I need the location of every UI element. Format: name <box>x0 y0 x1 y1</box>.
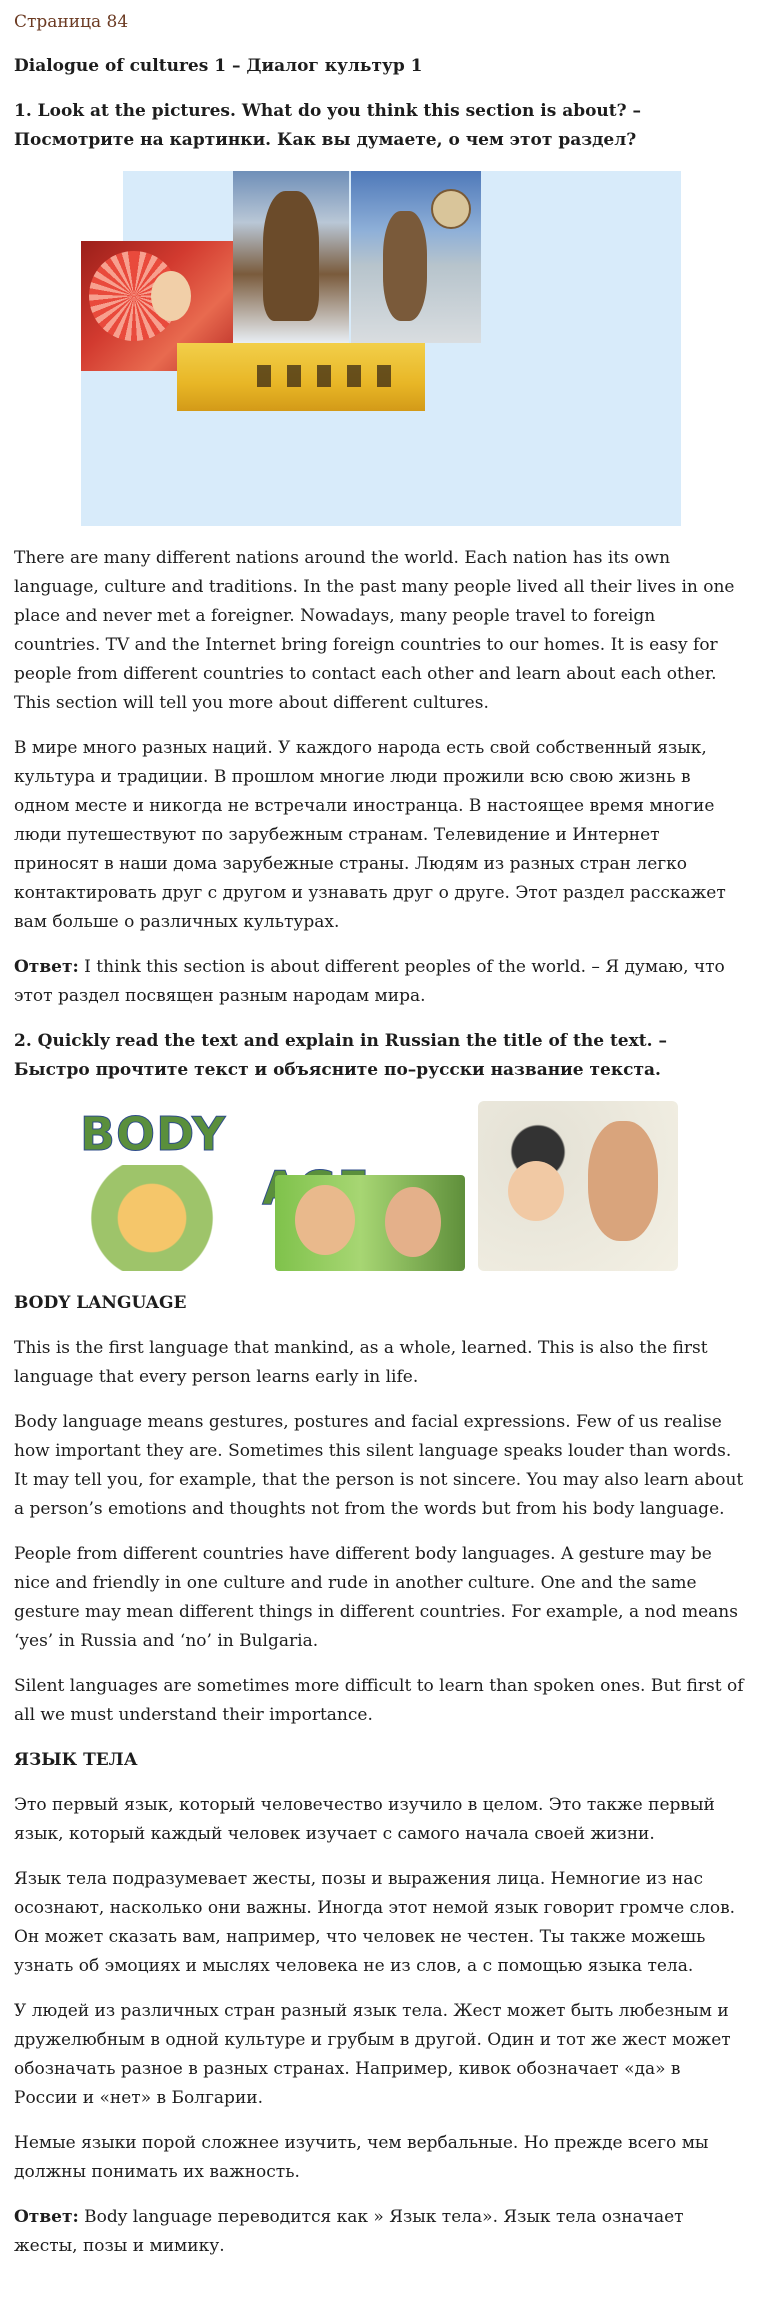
task1-text-en: There are many different nations around the world. Each nation has its own language, culture and traditions. In the past many people lived all their lives in one place and never met a foreigner. Nowadays, many people travel to foreign countries. TV and the Internet bring foreign countries to our homes. It is easy for people from different countries to contact each other and learn about each other. This section will tell you more about different cultures. <box>14 548 735 713</box>
girl-face <box>151 271 191 321</box>
cultures-collage-image <box>81 171 681 526</box>
illustration-title: BODY <box>80 1107 227 1161</box>
task1-text-ru: В мире много разных наций. У каждого народа есть свой собственный язык, культура и традиции. В прошлом многие люди прожили всю свою жизнь в одном месте и никогда не встречали иностранца. В настоящее время многие люди путешествуют по зарубежным странам. Телевидение и Интернет приносят в наши дома зарубежные страны. Людям из разных стран легко контактировать друг с другом и узнавать друг о друге. Этот раздел расскажет вам больше о различных культурах. <box>14 738 726 932</box>
task2-answer <box>14 2203 745 2261</box>
task1-answer-text: I think this section is about different peoples of the world. – Я думаю, что этот раздел посвящен разным народам мира. <box>14 957 725 1006</box>
shaman-photo <box>233 171 349 343</box>
man-face <box>385 1187 441 1257</box>
body-language-illustration <box>80 1101 678 1271</box>
task2-answer-text: Body language переводится как » Язык тела». Язык тела означает жесты, позы и мимику. <box>14 2207 684 2256</box>
task1-heading: 1. Look at the pictures. What do you think this section is about? – Посмотрите на картинки. Как вы думаете, о чем этот раздел? <box>14 101 642 150</box>
collage-white-corner <box>81 171 123 241</box>
dancer-photo <box>351 171 481 343</box>
task1-answer-label: Ответ: <box>14 957 79 977</box>
camel-caravan-photo <box>177 343 425 411</box>
camel-silhouettes <box>257 365 407 387</box>
boy-face <box>508 1161 564 1221</box>
faces-drawing <box>275 1175 465 1271</box>
shaman-figure <box>263 191 319 321</box>
boy-and-man-drawing <box>478 1101 678 1271</box>
greeting-people-drawing <box>80 1165 260 1271</box>
task2-heading: 2. Quickly read the text and explain in Russian the title of the text. – Быстро прочтите текст и объясните по–русски название текста. <box>14 1031 667 1080</box>
text-en-paragraph: Body language means gestures, postures and facial expressions. Few of us realise how important they are. Sometimes this silent language speaks louder than words. It may tell you, for example, that the person is not sincere. You may also learn about a person’s emotions and thoughts not from the words but from his body language. <box>14 1412 744 1519</box>
drum <box>431 189 471 229</box>
text-ru-paragraph: Язык тела подразумевает жесты, позы и выражения лица. Немногие из нас осознают, насколько они важны. Иногда этот немой язык говорит громче слов. Он может сказать вам, например, что человек не честен. Ты также можешь узнать об эмоциях и мыслях человека не из слов, а с помощью языка тела. <box>14 1869 736 1976</box>
text-ru-paragraph: У людей из различных стран разный язык тела. Жест может быть любезным и дружелюбным в одной культуре и грубым в другой. Один и тот же жест может обозначать разное в разных странах. Например, кивок обозначает «да» в России и «нет» в Болгарии. <box>14 2001 731 2108</box>
text-ru-paragraph: Это первый язык, который человечество изучило в целом. Это также первый язык, который каждый человек изучает с самого начала своей жизни. <box>14 1795 715 1844</box>
task1-answer <box>14 953 745 1011</box>
woman-face <box>295 1185 355 1255</box>
text-title-en: BODY LANGUAGE <box>14 1293 187 1313</box>
page-number: Страница 84 <box>14 12 129 32</box>
text-ru-paragraph: Немые языки порой сложнее изучить, чем вербальные. Но прежде всего мы должны понимать их важность. <box>14 2133 709 2182</box>
page-title: Dialogue of cultures 1 – Диалог культур 1 <box>14 56 423 76</box>
text-title-ru: ЯЗЫК ТЕЛА <box>14 1750 138 1770</box>
dancer-figure <box>383 211 427 321</box>
text-en-paragraph: Silent languages are sometimes more difficult to learn than spoken ones. But first of all we must understand their importance. <box>14 1676 744 1725</box>
task2-answer-label: Ответ: <box>14 2207 79 2227</box>
text-en-paragraph: This is the first language that mankind, as a whole, learned. This is also the first language that every person learns early in life. <box>14 1338 708 1387</box>
text-en-paragraph: People from different countries have different body languages. A gesture may be nice and friendly in one culture and rude in another culture. One and the same gesture may mean different things in different countries. For example, a nod means ‘yes’ in Russia and ‘no’ in Bulgaria. <box>14 1544 738 1651</box>
man-profile <box>588 1121 658 1241</box>
